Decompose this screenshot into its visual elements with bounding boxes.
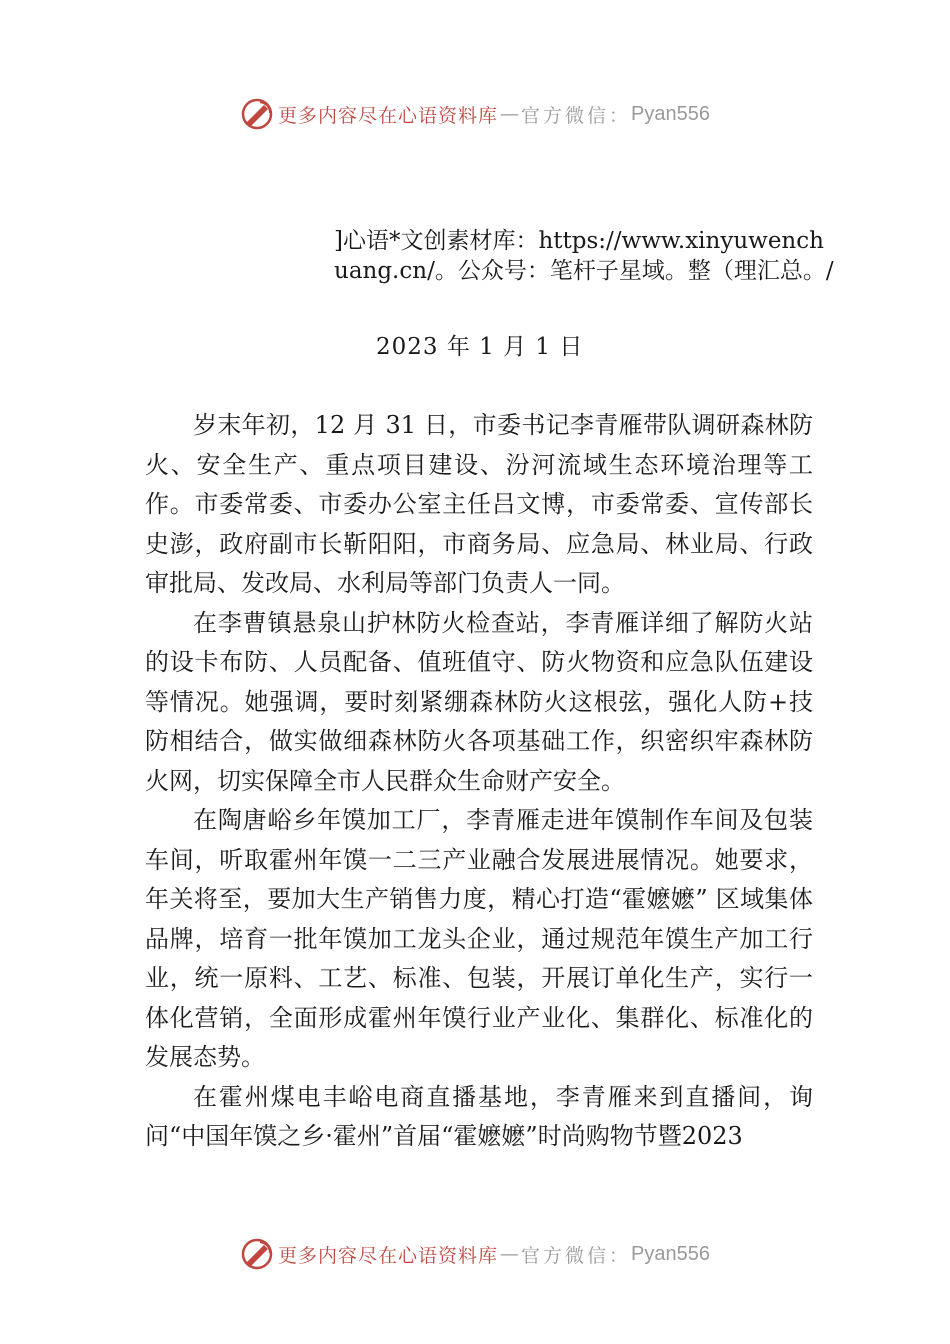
header-brand-text: 更多内容尽在心语资料库 (278, 104, 499, 127)
footer-wechat-label: 官方微信： (521, 1244, 632, 1267)
footer-brand-text: 更多内容尽在心语资料库 (278, 1244, 499, 1267)
footer-wechat-id: Pyan556 (631, 1242, 710, 1265)
article-body (145, 406, 813, 1157)
header-wechat-id: Pyan556 (631, 102, 710, 125)
paragraph: 在陶唐峪乡年馍加工厂，李青雁走进年馍制作车间及包装车间，听取霍州年馍一二三产业融合发展进展情况。她要求，年关将至，要加大生产销售力度，精心打造“霍嬷嬷” 区域集体品牌，培育一批年馍加工龙头企业，通过规范年馍生产加工行业，统一原料、工艺、标准、包装，开展订单化生产，实行一体化营销，全面形成霍州年馍行业产业化、集群化、标准化的发展态势。 (145, 806, 813, 1071)
document-date: 2023 年 1 月 1 日 (376, 334, 584, 360)
paragraph: 在李曹镇悬泉山护林防火检查站，李青雁详细了解防火站的设卡布防、人员配备、值班值守、防火物资和应急队伍建设等情况。她强调，要时刻紧绷森林防火这根弦，强化人防+技防相结合，做实做细森林防火各项基础工作，织密织牢森林防火网，切实保障全市人民群众生命财产安全。 (145, 608, 813, 795)
pen-logo-icon (240, 97, 274, 131)
header-banner (0, 96, 950, 132)
footer-dash: — (500, 1243, 520, 1265)
footer-banner (0, 1236, 950, 1272)
paragraph: 在霍州煤电丰峪电商直播基地，李青雁来到直播间，询问“中国年馍之乡·霍州”首届“霍嬷嬷”时尚购物节暨2023 (145, 1082, 813, 1150)
source-note: ]心语*文创素材库：https://www.xinyuwenchuang.cn/。公众号：笔杆子星域。整（理汇总。/ (334, 228, 834, 284)
header-dash: — (500, 103, 520, 125)
paragraph: 岁末年初，12 月 31 日，市委书记李青雁带队调研森林防火、安全生产、重点项目建设、汾河流域生态环境治理等工作。市委常委、市委办公室主任吕文博，市委常委、宣传部长史澎，政府副市长靳阳阳，市商务局、应急局、林业局、行政审批局、发改局、水利局等部门负责人一同。 (145, 411, 813, 597)
header-wechat-label: 官方微信： (521, 104, 632, 127)
pen-logo-icon (240, 1237, 274, 1271)
